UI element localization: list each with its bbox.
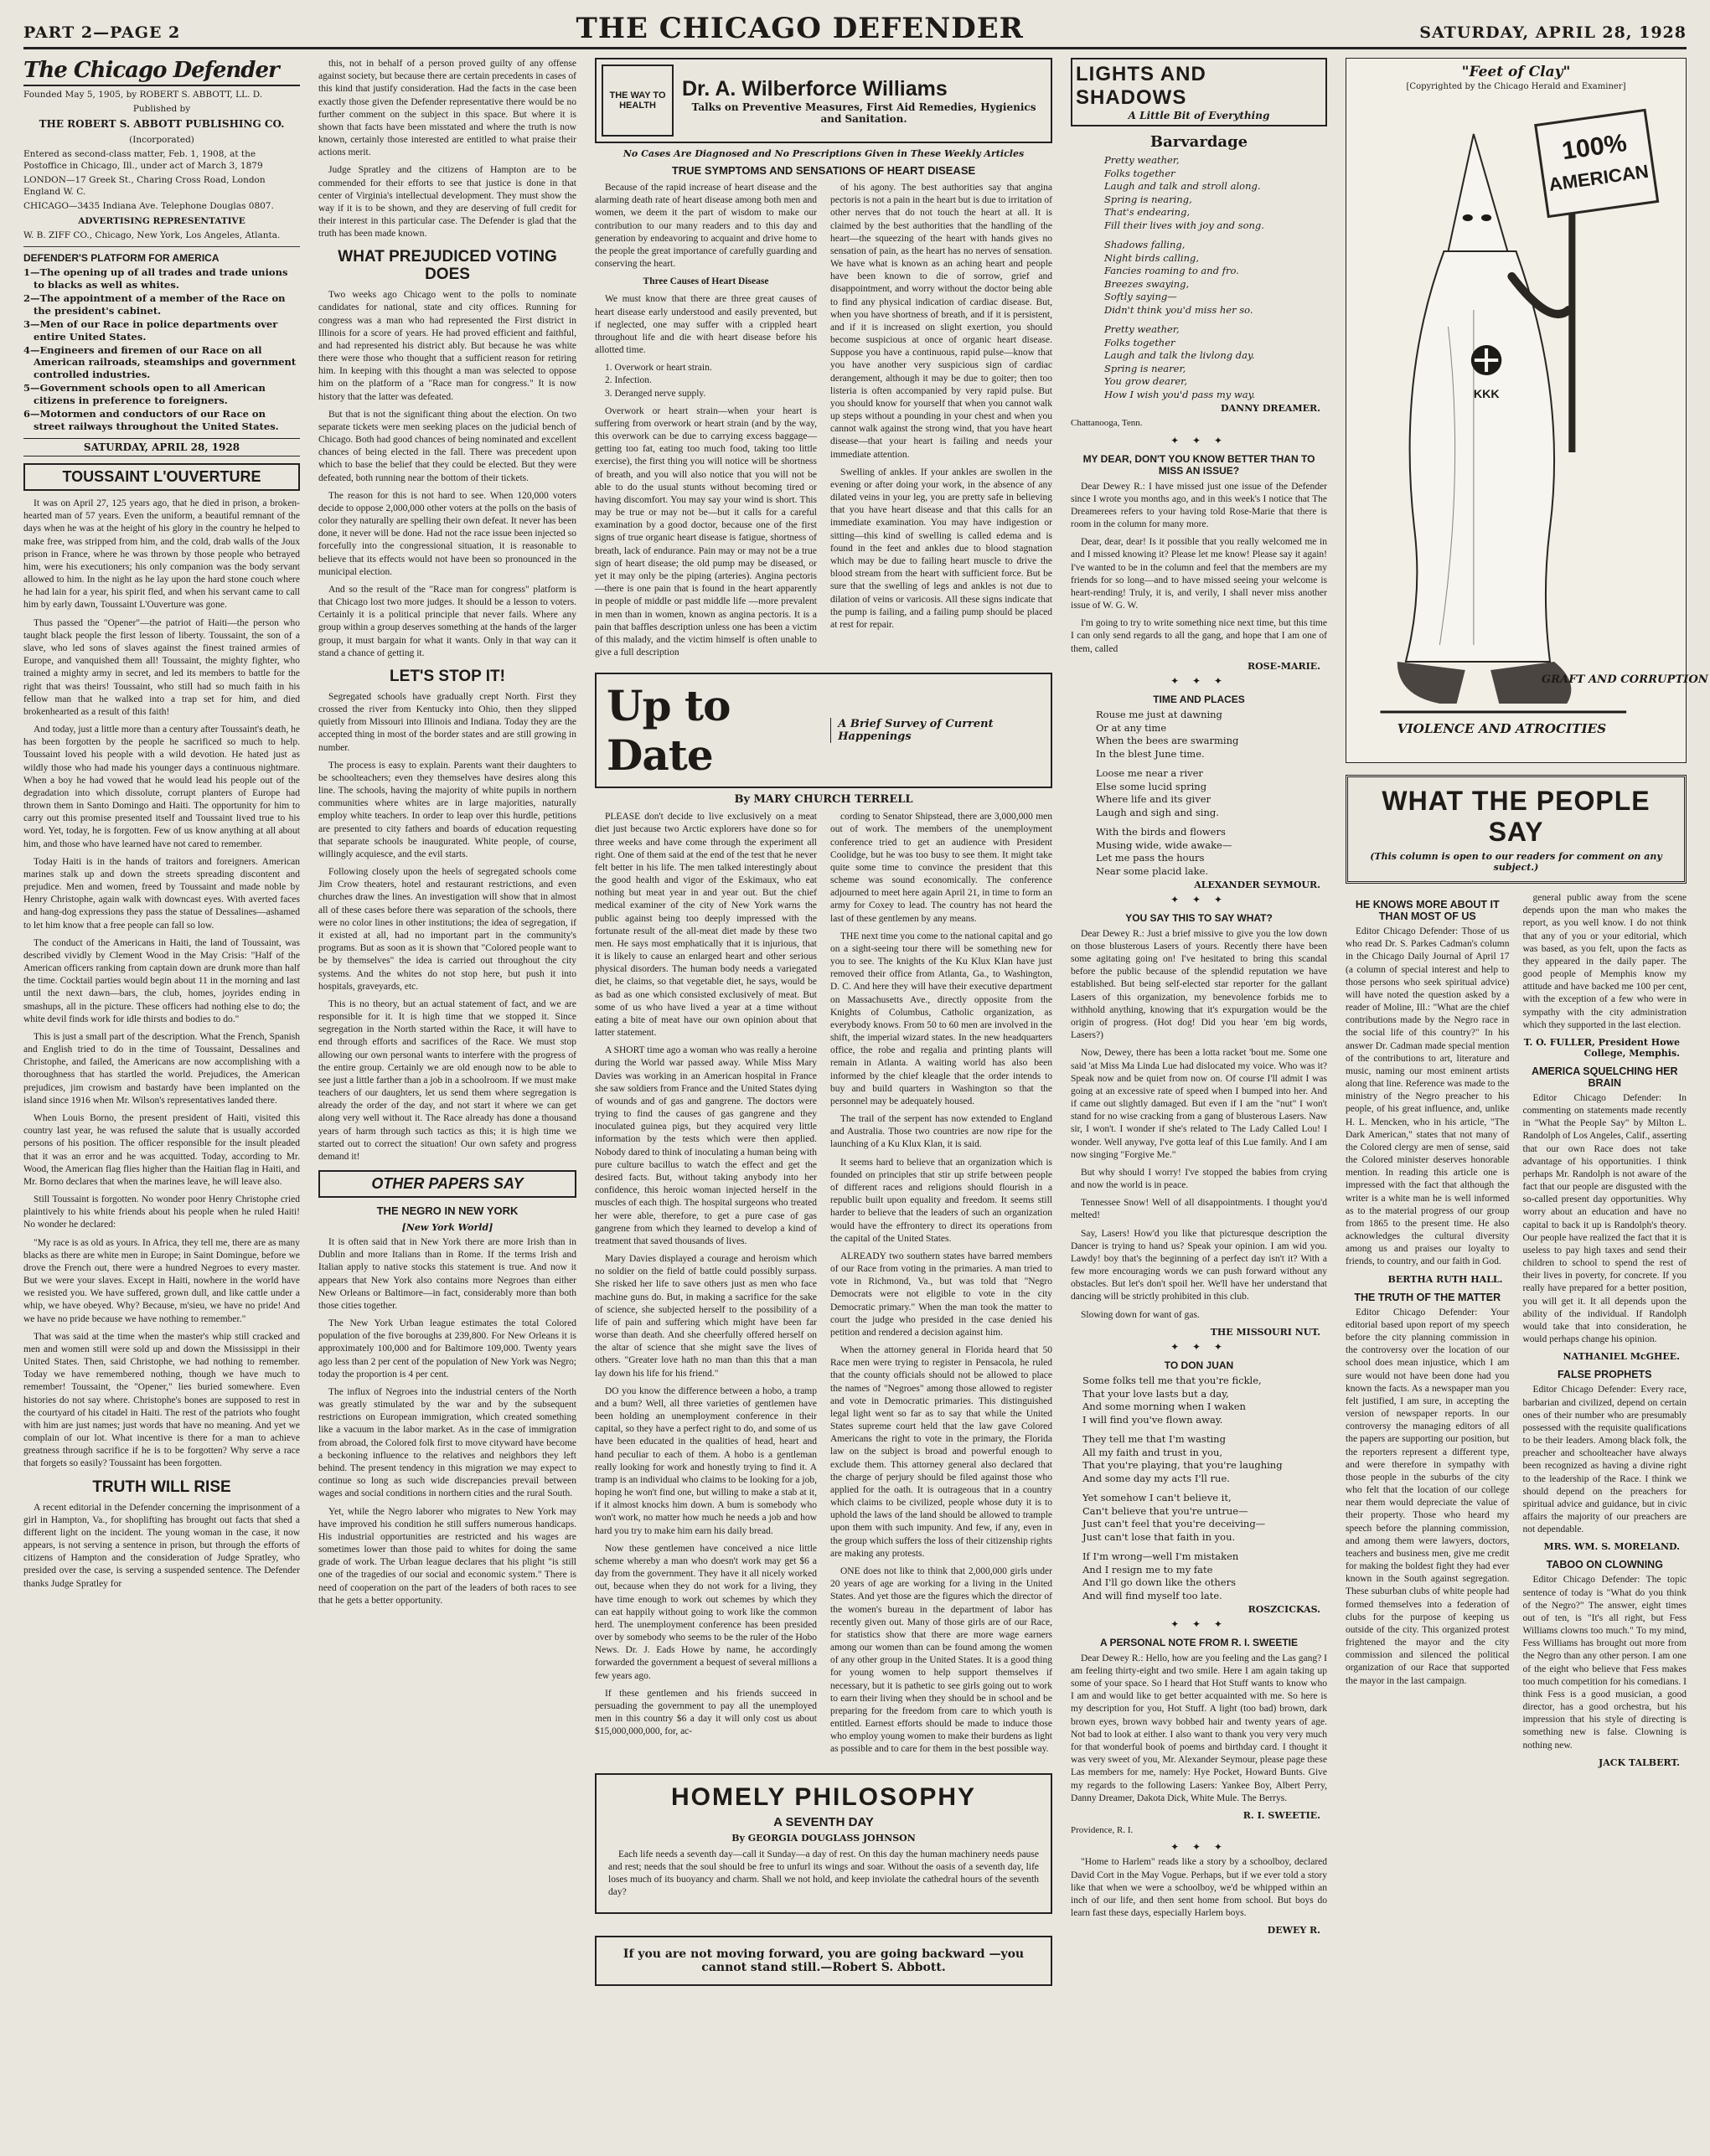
- don-juan-title: TO DON JUAN: [1164, 1359, 1234, 1371]
- masthead: [23, 58, 300, 456]
- letter-paragraph: Dear Dewey R.: I have missed just one issue of the Defender since I wrote you months ago, and in this week's I notice that The Dreamerees refers to your having told Rose-Marie that there is room in the column for many more.: [1071, 481, 1327, 530]
- newspaper-name: THE CHICAGO DEFENDER: [576, 12, 1024, 45]
- poem-line: When the bees are swarming: [1096, 735, 1239, 747]
- personal-note-title: A PERSONAL NOTE FROM R. I. SWEETIE: [1099, 1637, 1298, 1649]
- ad-rep-title: ADVERTISING REPRESENTATIVE: [78, 215, 245, 226]
- poem-line: And some morning when I waken: [1082, 1400, 1246, 1413]
- poem-line: And will find myself too late.: [1082, 1589, 1222, 1602]
- letter-paragraph: Slowing down for want of gas.: [1081, 1309, 1200, 1320]
- letter-title: TABOO ON CLOWNING: [1546, 1559, 1663, 1571]
- article-paragraph: Today Haiti is in the hands of traitors and foreigners. American marines stalk up and down the streets spreading discontent and prejudice. Men and women, freed by Toussaint and made noble by Henry Christophe, again walk with downcast eyes. With averted faces and hang-dog expressions they pass the statue of Dessalines—ashamed to let him know that a free people can fall so low.: [23, 856, 300, 931]
- section-divider: ✦ ✦ ✦: [1170, 1340, 1227, 1353]
- article-paragraph: ONE does not like to think that 2,000,000 girls under 20 years of age are working for a living in the United States. And yet those are the figures which the director of the women's bureau in the department of labor has recently given out. Many of those girls are of our Race, for statistics show that there are more wage earners among our women than can be found among the women of any other group in the United States. It is a good thing for young women to help support themselves if necessary, but it is pathetic to see girls going out to work to earn their living when they should be in school and be preparing for the freedom from care to which youth is entitled. Earnest efforts should be made to induce those who employ young women to make their burdens as light as possible and to care for them in the best possible way.: [830, 1565, 1052, 1755]
- letter-title: FALSE PROPHETS: [1557, 1369, 1652, 1381]
- say-this-signature: THE MISSOURI NUT.: [1210, 1326, 1320, 1338]
- article-paragraph: The New York Urban league estimates the total Colored population of the five boroughs at 239,800. For New Orleans it is approximately 100,000 and for Baltimore 109,000. Twenty years ago less than 2 per cent of the population of New York was Negro; today the proportion is 4 per cent.: [318, 1318, 576, 1380]
- section-divider: ✦ ✦ ✦: [1170, 894, 1227, 906]
- section-divider: ✦ ✦ ✦: [1170, 434, 1227, 446]
- poem-line: And I resign me to my fate: [1082, 1563, 1213, 1576]
- article-paragraph: It was on April 27, 125 years ago, that he died in prison, a broken-hearted man of 57 years. Even the uniform, a beautiful remnant of the days when he was at the height of his glory in the country he helped to make free, was stripped from him, and the cold, drab walls of the Joux prison in France, where he was thrown by those people who betrayed him, were his executioners; his only companion was the body servant allowed to him. In the night as he lay upon the hard stone couch where he had lain for a year, his spirit fled, and when his servant came to call him by early dawn, Toussaint L'Ouverture was gone.: [23, 498, 300, 611]
- up-to-date-title: Up to Date: [607, 681, 731, 781]
- article-paragraph: And so the result of the "Race man for congress" platform is that Chicago lost two more judges. It should be a lesson to voters. Certainly it is a political principle that never fails. Where any group within a group deserves something at the hands of the larger group, it must bargain for what it wants. Only in that way can it stand a chance of getting it.: [318, 584, 576, 658]
- health-notice: No Cases Are Diagnosed and No Prescriptions Given in These Weekly Articles: [623, 148, 1025, 159]
- poem-line: Folks together: [1104, 167, 1175, 179]
- section-divider: ✦ ✦ ✦: [1170, 1841, 1227, 1854]
- cartoon-title: "Feet of Clay": [1461, 64, 1571, 80]
- barvardage-signature: DANNY DREAMER.: [1221, 403, 1320, 415]
- harlem-paragraph: "Home to Harlem" reads like a story by a schoolboy, declared David Cort in the May Vogue. Perhaps, but if we ever told a story like that when we were a schoolboy, we'd be whipped within an inch of our life, and then sent home from school. But boys do learn fast these days, especially Harlem boys.: [1071, 1857, 1327, 1919]
- poem-line: All my faith and trust in you,: [1082, 1446, 1223, 1458]
- article-paragraph: Thus passed the "Opener"—the patriot of Haiti—the person who taught black people the first lesson of liberty. Toussaint, the son of a slave, who led sons of slaves against the finest trained armies of Europe, and vanquished them all! Toussaint, the mighty fighter, who trained a mighty army in secret, and led its members to battle for the right that was theirs! Toussaint, who still had so much faith in his fellow man that he walked into a trap set for him, and died brokenhearted as a result of this faith!: [23, 617, 300, 717]
- poem-line: Laugh and talk and stroll along.: [1104, 180, 1261, 193]
- article-paragraph: That was said at the time when the master's whip still cracked and men and women still were sold up and down the Mississippi in their United States. Then, said Christophe, we had nothing to remember. Today we have remembered nothing, though we have much to remember! Toussaint, the "Opener," lies buried somewhere. Even histories do not say where. Christophe's bones are supposed to rest in the courtyard of his citadel in Haiti. The rest of the patriots who fought with him are just names; just words that have no meaning. And yet we complain of our lot. What incentive is there for a man to achieve greatness through sacrifice if he is to be forgotten? Why serve a race that forgets so easily? Toussaint has been forgotten.: [23, 1331, 300, 1469]
- health-column-banner: [595, 58, 1052, 143]
- personal-note-location: Providence, R. I.: [1071, 1824, 1134, 1835]
- letter-signature: BERTHA RUTH HALL.: [1387, 1273, 1503, 1285]
- health-author: Dr. A. Wilberforce Williams: [682, 76, 948, 101]
- poem-line: I will find you've flown away.: [1082, 1413, 1223, 1426]
- poem-line: Near some placid lake.: [1096, 864, 1209, 877]
- column-2: [318, 58, 576, 2127]
- article-paragraph: Judge Spratley and the citizens of Hampton are to be commended for their efforts to see that justice is done in that center of Virginia's intellectual development. They must show the way if it is to be shown, and they are deserving of full credit for their interest in this particular case. The Defender is glad that the truth has been made known.: [318, 165, 576, 240]
- poem-line: That your love lasts but a day,: [1082, 1387, 1229, 1400]
- article-subhead: Three Causes of Heart Disease: [643, 276, 769, 287]
- platform-item: 4—Engineers and firemen of our Race on all American railroads, steamships and government controlled industries.: [23, 343, 297, 381]
- up-to-date-byline: By MARY CHURCH TERRELL: [734, 793, 913, 807]
- homely-philosophy-box: [595, 1773, 1052, 1915]
- article-paragraph: of his agony. The best authorities say that angina pectoris is not a pain in the heart but is due to irritation of other nerves that do not touch the heart at all. It is claimed by the best authorities that the handling of the heart—the squeezing of the heart with hands gives no sensation of pain, as the heart has no nerves of sensation. We have what is known as an aching heart and people have been known to die of sorrow, grief and disappointment, and worry without the doctor being able to find any physical indication of cardiac disease. But, when you have shortness of breath, and if it is persistent, and if it is increased on slight exertion, you should become suspicious at once of organic heart disease. Suppose you have a continuous, rapid pulse—know that you have another very suspicious sign of cardiac derangement, although it may be due to goiter; then too listeria is often accompanied by very rapid pulse. But you should know for yourself that when you cannot walk up steps without a pounding in your chest and when you cannot walk against the strong wind, that you have heart disease—that your heart is failing and needs your immediate attention.: [830, 183, 1052, 460]
- article-paragraph: When the attorney general in Florida heard that 50 Race men were trying to register in Pensacola, he ruled that the county officials should not be allowed to place the names of "Negroes" among those allowed to register and vote in Democratic primaries. This distinguished legal light went so far as to say that while the United States supreme court held that the law gave Colored Americans the right to vote in the primary, the Florida law on the subject is broad and powerful enough to exclude them. This attorney general also declared that the charge of perjury should be filed against those who applied for the oath. It is outrageous that in a country which claims to be civilized, people whose duty it is to uphold the laws of the land should be allowed to trample upon them with such impunity. And few, if any, even in the group which suffers the loss of their citizenship rights are making any protests.: [830, 1345, 1052, 1559]
- article-paragraph: cording to Senator Shipstead, there are 3,000,000 men out of work. The members of the unemployment conference tried to get an audience with President Coolidge, but he was too busy to see them. It might take quite some time to convince the president that this scheme was sound economically. The conference adjourned to meet here again April 21, in time to form an army for Coxey to lead. The country has not heard the last of these gentlemen by any means.: [830, 812, 1052, 924]
- masthead-published-by: Published by: [132, 104, 191, 115]
- issue-date: SATURDAY, APRIL 28, 1928: [1419, 23, 1687, 42]
- time-places-title: TIME AND PLACES: [1153, 693, 1245, 705]
- negro-ny-source: [New York World]: [401, 1222, 493, 1234]
- don-juan-poem: [1082, 1375, 1327, 1602]
- health-article: [595, 182, 1052, 664]
- article-paragraph: Still Toussaint is forgotten. No wonder poor Henry Christophe cried plaintively to his white friends about his people when he ruled Haiti! No wonder he declared:: [23, 1194, 300, 1230]
- poem-line: Let me pass the hours: [1096, 852, 1205, 864]
- platform-item: 1—The opening up of all trades and trade unions to blacks as well as whites.: [23, 266, 288, 291]
- miss-issue-signature: ROSE-MARIE.: [1247, 660, 1320, 672]
- poem-line: Breezes swaying,: [1104, 277, 1190, 290]
- article-paragraph: It is often said that in New York there are more Irish than in Dublin and more Italians than in Rome. If the terms Irish and Italian apply to native stocks this statement is true. And now it appears that New York also contains more Negroes than either New Orleans or Baltimore—in fact, considerably more than both those cities together.: [318, 1237, 576, 1311]
- letter-paragraph: But why should I worry! I've stopped the babies from crying and now the world is in peace.: [1071, 1167, 1327, 1191]
- poem-line: Softly saying—: [1104, 291, 1177, 303]
- column-4: [1071, 58, 1327, 2127]
- poem-line: Loose me near a river: [1096, 767, 1203, 780]
- hood: [1449, 134, 1508, 251]
- article-list-item: 3. Deranged nerve supply.: [605, 388, 706, 399]
- article-paragraph: When Louis Borno, the present president of Haiti, visited this country last year, he was refused the salute that is usually accorded persons of his position. The officer responsible for the insult pleaded that it was an error and he was acquitted. Today, according to Mr. Wood, the American flag flies higher than the Haitian flag in Haiti, and Mr. Borno declares that when the marines leave, he will leave also.: [23, 1113, 300, 1187]
- letter-paragraph: Dear Dewey R.: Hello, how are you feeling and the Las gang? I am feeling thirty-eight and two smile. Here I am again taking up some of your space. So I heard that Hot Stuff wants to know who I am and would like to get better acquainted with me. So here is my description for you, Hot Stuff. A light (too bad) brown, dark brown eyes, brown wavy bobbed hair and twenty years of age. Not bad to look at either. I also want to thank you very very much for that wonderful book of poems and birthday card. I thought it was very sweet of you, Mr. Alexander Seymour, please page these Las members for me, namely: Hye Pocket, Howard Bunts. Give my regards to the following Lasers: Yankee Boy, Albert Perry, Danny Dreamer, Dakota Dick, White Mule. The Berrys.: [1071, 1653, 1327, 1803]
- masthead-london: LONDON—17 Greek St., Charing Cross Road, London England W. C.: [23, 175, 266, 198]
- homely-philosophy-byline: By GEORGIA DOUGLASS JOHNSON: [731, 1832, 916, 1844]
- letter-paragraph: Editor Chicago Defender: The topic sentence of today is "What do you think of the Negro?" The answer, eight times out of ten, is "It's all right, but Fess Williams clowns too much." To my mind, Fess Williams has brought out more from the Negro than any other person. I am one of the eight who believe that Fess makes too much competition for his comedians. I think Fess is a good musician, a good director, has a good orchestra, but his impression that his style of directing is something new is false. Clowning is nothing new.: [1522, 1575, 1687, 1751]
- robe-kkk: KKK: [1473, 387, 1500, 400]
- poem-line: Some folks tell me that you're fickle,: [1082, 1375, 1262, 1387]
- sign-text-100: 100%: [1560, 129, 1629, 166]
- up-to-date-banner: [595, 673, 1052, 788]
- barvardage-title: Barvardage: [1149, 133, 1248, 151]
- letter-signature: T. O. FULLER, President Howe College, Memphis.: [1523, 1036, 1680, 1059]
- poem-line: Pretty weather,: [1104, 323, 1180, 336]
- letter-title: THE TRUTH OF THE MATTER: [1354, 1291, 1501, 1303]
- editorial-dateline: SATURDAY, APRIL 28, 1928: [23, 438, 300, 456]
- homely-philosophy-subtitle: A SEVENTH DAY: [773, 1814, 874, 1829]
- poem-line: Yet somehow I can't believe it,: [1082, 1492, 1232, 1504]
- article-paragraph: Segregated schools have gradually crept North. First they crossed the river from Kentucky into Ohio, then they slipped quietly from Missouri into Illinois and Indiana. Today they are the accepted thing in most of the border states and are still growing in number.: [318, 691, 576, 753]
- letter-paragraph: Now, Dewey, there has been a lotta racket 'bout me. Some one said 'at Miss Ma Linda Lue had dislocated my voice. Who was it? Speak now and be quiet from now on. Of course I'll admit I was going at an excessive rate of speed when I bumped into her. And if came out slightly damaged. But even if I am the "nut" I won't stand for no wise cracking from a gang of blusterous Lasers. Naw sir, I won't. I wonder if she's related to The Lady Called Lou! I wonder. Well anyway, I've gotta leaf of this Lue family. And I am now singing "Forgive Me.": [1071, 1048, 1327, 1160]
- poem-line: Laugh and talk the livlong day.: [1104, 349, 1255, 362]
- article-paragraph: Swelling of ankles. If your ankles are swollen in the evening or after doing your work, in the absence of any dilated veins in your leg, you are pretty safe in believing that you have heart disease and that this calls for an immediate examination. You may have indigestion or sitting—this kind of swelling is called edema and is found in the feet and ankles due to blood stagnation which may be due to failing heart muscle to drive the blood stream from the heart with sufficient force. But be sure that the swelling of legs and ankles is not due to dilation of veins or varicosis. All these signs indicate that the pump is failing, and a failing pump should be placed at rest for repair.: [830, 467, 1052, 630]
- poem-line: Spring is nearer,: [1104, 362, 1186, 374]
- say-this-title: YOU SAY THIS TO SAY WHAT?: [1125, 912, 1273, 925]
- letters-section: [1346, 892, 1687, 1772]
- article-paragraph: THE next time you come to the national capital and go on a sight-seeing tour there will be something new for you to see. The knights of the Ku Klux Klan have just removed their office from Atlanta, Ga., to Washington, D. C. And here they will have their executive department on Massachusetts Ave., directly opposite from the Knights of Columbus, Catholic organization, as everybody knows. From 50 to 60 men are involved in the shift, the imperial wizard states. In the new headquarters office, the robe and regalia and printing plants will remain in Atlanta. A waiting world has also been informed by the chief kleagle that the order intends to buy and build quarters in Washington so that the personnel may be adequately housed.: [830, 931, 1052, 1106]
- article-paragraph: "My race is as old as yours. In Africa, they tell me, there are as many blacks as there are white men in Europe; in Saint Domingue, before we drove the French out, there were a hundred Negroes to every master. But we were your slaves. Except in Haiti, nowhere in the world have we resisted you. We have suffered, grown dull, and like cattle under a whip, we have obeyed. Why? Because, m'sieu, we have no pride! And we have no pride because we have nothing to remember.": [23, 1237, 300, 1324]
- poem-line: Can't believe that you're untrue—: [1082, 1504, 1248, 1517]
- article-paragraph: It seems hard to believe that an organization which is founded on principles that stir up strife between people of different races and religions should flourish in a republic built upon equality and freedom. It seems still harder to believe that the leaders of such an organization would have the effrontery to direct its operations from the capital of the United States.: [830, 1157, 1052, 1244]
- poem-line: With the birds and flowers: [1096, 826, 1226, 838]
- negro-ny-title: THE NEGRO IN NEW YORK: [376, 1204, 519, 1218]
- poem-line: Didn't think you'd miss her so.: [1104, 303, 1253, 316]
- page-number: PART 2—PAGE 2: [23, 23, 181, 42]
- toussaint-article: [23, 498, 300, 1471]
- poem-line: Fancies roaming to and fro.: [1104, 265, 1239, 277]
- people-say-banner: [1346, 775, 1687, 884]
- cartoon-credit: [Copyrighted by the Chicago Herald and Examiner]: [1406, 82, 1626, 91]
- poem-line: Where life and its giver: [1096, 793, 1211, 806]
- platform-list: [23, 266, 300, 433]
- article-paragraph: PLEASE don't decide to live exclusively on a meat diet just because two Arctic explorers have done so for three weeks and have come through the experiment all right. One of them said at the end of the test that he never felt better in his life. The men talked interestingly about the good health and vigor of the Eskimaux, who eat nothing but meat year in and year out. But the chief medical examiner of the city of New York warns the public against being too deeply impressed with the fortunate result of the all-meat diet made by these two men. He says most emphatically that it is injurious, that it is likely to cause an enlarged heart and other serious physical disorders. The human body needs a variegated diet, he claims, so that vegetable diet, he says, would be as bad as one which consisted exclusively of meat. But some of us who have lived a year at a time without eating a bite of meat have our own opinion about that latter statement.: [595, 812, 817, 1039]
- section-divider: ✦ ✦ ✦: [1170, 1618, 1227, 1631]
- truth-headline: TRUTH WILL RISE: [92, 1478, 231, 1496]
- column-3: [595, 58, 1052, 2127]
- poem-line: Else some lucid spring: [1096, 780, 1207, 792]
- letter-paragraph: Dear, dear, dear! Is it possible that you really welcomed me in and I missed knowing it? Please let me know! Please say it again! I've wanted to be in the column and feel that the members are my friends for so long—and to have missed seeing your welcome is heart-rending! Truly, it is, and verily, I shall never miss another issue of W. G. W.: [1071, 537, 1327, 611]
- poem-line: Laugh and sigh and sing.: [1096, 806, 1219, 818]
- up-to-date-article: [595, 811, 1052, 1761]
- article-paragraph: ALREADY two southern states have barred members of our Race from voting in the primaries. A man tried to vote in Richmond, Va., but was told that "Negro Democrats were not eligible to vote in the city Democratic primary." When the man took the matter to court the judge who presided in the case denied his petition and rendered a decision against him.: [830, 1251, 1052, 1338]
- page-header: [23, 12, 1687, 49]
- letter-paragraph: I'm going to try to write something nice next time, but this time I can only send regards to all the gang, and hope that I am one of them, called: [1071, 618, 1327, 654]
- platform-item: 3—Men of our Race in police departments over entire United States.: [23, 317, 278, 343]
- sign-pole: [1568, 184, 1575, 452]
- article-paragraph: If these gentlemen and his friends succeed in persuading the government to pay all the unemployed men in this country $6 a day it will only cost us about $15,000,000,000, for, ac-: [595, 1688, 817, 1737]
- poem-line: Just can't lose that faith in you.: [1082, 1530, 1236, 1543]
- poem-line: Pretty weather,: [1104, 154, 1180, 166]
- stop-headline: LET'S STOP IT!: [390, 668, 505, 685]
- abbott-quote: If you are not moving forward, you are going backward —you cannot stand still.—Robert S. Abbott.: [595, 1936, 1052, 1986]
- poem-line: Musing wide, wide awake—: [1096, 838, 1232, 851]
- health-subhead: TRUE SYMPTOMS AND SENSATIONS OF HEART DISEASE: [671, 164, 976, 177]
- article-paragraph: A recent editorial in the Defender concerning the imprisonment of a girl in Hampton, Va., for shoplifting has brought out facts that shed a different light on the incident. The young woman in the case, it now appears, is not serving a sentence in prison, but through the efforts of citizens of Hampton and the consideration of Judge Spratley, who presided over the case, is serving a suspended sentence. The Defender thanks Judge Spratley for: [23, 1502, 300, 1589]
- masthead-logo: The Chicago Defender: [23, 58, 300, 86]
- lights-shadows-tagline: A Little Bit of Everything: [1128, 110, 1270, 121]
- other-papers-headline: OTHER PAPERS SAY: [318, 1170, 576, 1198]
- article-paragraph: Yet, while the Negro laborer who migrates to New York may have improved his condition he still suffers numerous handicaps. His industrial opportunities are restricted and his wages are sometimes lower than those paid to whites for doing the same grade of work. The Urban league declares that his plight "is still one of the tragedies of our social and economic system." There is need of cooperation on the part of the leaders of both races to see that he gets a better opportunity.: [318, 1506, 576, 1606]
- clay-foot: [1397, 662, 1465, 704]
- article-paragraph: And today, just a little more than a century after Toussaint's death, he has been forgotten by the people he sacrificed so much to help. Toussaint loved his people with a wild devotion. He hated just as wildly those who had made his younger days a continuous nightmare. When a boy he had vowed that he would lead his people out of the degradation into which dissolute, corrupt planters of Europe had thrown them in Santo Domingo and Haiti. The opportunity for him to carry out this promise presented itself and Toussaint lived true to his word. Yet, today, he is forgotten. Few of us know anything at all about him, and those who have learned have not cared to remember.: [23, 725, 300, 849]
- health-tagline: Talks on Preventive Measures, First Aid Remedies, Hygienics and Sanitation.: [691, 101, 1036, 125]
- columns: [23, 58, 1708, 2127]
- barvardage-location: Chattanooga, Tenn.: [1071, 418, 1143, 429]
- letter-paragraph: Say, Lasers! How'd you like that picturesque description the Dancer is trying to hand us? Speak your opinion. I am wid you. Lawdy! boy that's the beginning of a perfect day isn't it? With a few more encouraging words we can push forward without any obstacles. But let's don't spoil her. We'll have her understand that dancing will be strictly prohibited in this club.: [1071, 1228, 1327, 1302]
- miss-issue-title: MY DEAR, DON'T YOU KNOW BETTER THAN TO MISS AN ISSUE?: [1082, 452, 1315, 477]
- poem-line: Shadows falling,: [1104, 239, 1186, 251]
- masthead-company: THE ROBERT S. ABBOTT PUBLISHING CO.: [39, 118, 285, 131]
- homely-philosophy-text: Each life needs a seventh day—call it Sunday—a day of rest. On this day the human machinery needs pause and rest; needs that the soul should be free to unfurl its wings and soar. Without the oasis of a seventh day, life loses much of its buoyancy and charm. Shall we not hold, and keep inviolate the cathedral hours of the seventh day?: [608, 1849, 1039, 1898]
- ad-rep: W. B. ZIFF CO., Chicago, New York, Los Angeles, Atlanta.: [23, 230, 281, 240]
- platform-title: DEFENDER'S PLATFORM FOR AMERICA: [23, 251, 220, 264]
- platform-item: 2—The appointment of a member of the Race on the president's cabinet.: [23, 291, 286, 317]
- letter-paragraph: Editor Chicago Defender: Every race, barbarian and civilized, depend on certain ones of their number who are presumably possessed with the requisite qualifications to be their leaders. Among black folk, the preacher and schoolteacher have always been recognized as having a divine right to the leadership of the Race. I think we should depend on the preachers for spiritual advice and guidance, but in civic affairs the majority of our preachers are not dependable.: [1522, 1385, 1687, 1535]
- poem-line: That you're playing, that you're laughing: [1082, 1459, 1283, 1472]
- article-paragraph: We must know that there are three great causes of heart disease early understood and easily prevented, but if neglected, one may suffer with a crippled heart throughout life and die with heart disease before his allotted time.: [595, 294, 817, 356]
- letter-paragraph: Editor Chicago Defender: Your editorial based upon report of my speech before the city planning commission in the controversy over the location of our school does mean injustice, which I am sure would not have been done had you known the facts. As a newspaper man you felt justified, I am sure, in accepting the version of newspaper reports. In our controversy the managing editors of all the papers are supporting our position, but the reporters represent a different type, and were therefore in sympathy with those people in the suburbs of the city who felt that the location of our college near them would depreciate the value of their property. Those who heard my speech before the planning commission, and among them were lawyers, doctors, teachers and business men, give me credit for making the boldest fight they had ever known in the South against segregation. These suburban clubs of white people had formed themselves into a federation of clubs for the purpose of keeping us outside of the city. This organized protest frightened the mayor and the city commission and silenced the political organization of our Race that supported the mayor in the last campaign.: [1346, 1307, 1510, 1686]
- masthead-chicago: CHICAGO—3435 Indiana Ave. Telephone Douglas 0807.: [23, 201, 274, 212]
- people-say-title: WHAT THE PEOPLE SAY: [1382, 786, 1651, 847]
- article-paragraph: This is no theory, but an actual statement of fact, and we are responsible for it. It is high time that we stopped it. Since segregation in the North started within the Race, it will have to end through efforts and sacrifices of the Race. We must stop allowing our own personal wants to interfere with the progress of the entire group. Certainly we are old enough now to be able to see just a little farther than a job in a schoolroom. If we must make teachers of our daughters, let us send them where segregation is already the order of the day, and not start it where we can get along very well without it. The Race already has done a thousand years of harm through such tactics as this; it is high time we started out to correct the situation! Our own safety and progress demand it!: [318, 998, 576, 1162]
- lights-shadows-banner: [1071, 58, 1327, 126]
- article-paragraph: Mary Davies displayed a courage and heroism which no soldier on the field of battle could possibly surpass. She risked her life to save others just as men who face machine guns do. But, in making a sacrifice for the sake of science, she subjected herself to the possibility of a life of pain and suffering which might have been far worse than death. And she cheerfully offered herself on the altar of science that she might save the lives of others. "Greater love hath no man than this that a man lay down his life for his friend.": [595, 1254, 817, 1379]
- hood-eye: [1463, 214, 1473, 221]
- don-juan-signature: ROSZCICKAS.: [1248, 1604, 1320, 1616]
- hood-eye: [1481, 214, 1491, 221]
- letter-paragraph: Editor Chicago Defender: Those of us who read Dr. S. Parkes Cadman's column in the Chicago Daily Journal of April 17 (a column of special interest and help to those persons who seek spiritual advice) will have noted the question asked by a reader of Moline, Ill.: "What are the chief contributions made by the Negro race in the social life of this country?" In his answer Dr. Cadman made special mention of the contributions to art, literature and music, naming our most eminent artists along that line. Reference was made to the ministry of the Negro preacher to his people, of his great influence, and, unlike H. L. Mencken, who in his article, "The Dark American," states that not many of the Colored clergy are men of sense, said the Colored minister deserves honorable mention. In reading this article one is impressed with the fact that although the writer is a white man he is well informed as to the material progress of our group from 1865 to the present time. He also acknowledges the cultural diversity among us and praises our loyalty to friends, to country, and our faith in God.: [1346, 926, 1510, 1267]
- article-paragraph: this, not in behalf of a person proved guilty of any offense against society, but because there are certain precedents in cases of this kind that justify consideration. Had the facts in the case been exactly those given the Defender representative there would be no further comment on the subject in this space. But where it is shown that facts have been misstated and where the truth is now known, certainly those interested are entitled to what praise their actions merit.: [318, 59, 576, 158]
- feet-of-clay-cartoon: [1346, 58, 1708, 763]
- time-places-signature: ALEXANDER SEYMOUR.: [1194, 879, 1320, 891]
- article-paragraph: Overwork or heart strain—when your heart is suffering from overwork or heart strain (and by the way, this overwork can be due to carrying excess baggage—getting too fat, eating too much food, taking too little exercise), the first thing you will notice will be shortness of breath, and you will also notice that you will not be able to do the usual stunts without becoming tired or having discomfort. You may say your wind is short. This may be true or may not be—but it calls for a careful examination by a good doctor, because one of the first signs of true organic heart disease is fatigue, shortness of breath, lack of endurance. Pain may or may not be a true sign of heart disease; the old pump may be diseased, or yet it may only be the piping (arteries). Angina pectoris—there is one pain that is found in the heart apparently in people of middle or past middle life —more prevalent in men than in women, known as angina pectoris. It is a pain that baffles description unless one has been a victim of this malady, and the victim himself is often unable to give a full description: [595, 405, 817, 658]
- article-paragraph: DO you know the difference between a hobo, a tramp and a bum? Well, all three varieties of gentlemen have been holding an unemployment conference in their capital, so they have a perfect right to do, and some of us have been educated in the qualities of head, heart and hand peculiar to each of them. A hobo is a gentleman really looking for work and honestly trying to find it. A tramp is an individual who claims to be looking for a job, hoping he won't find one, but willing to make a stab at it, if it almost knocks him down. A bum is somebody who won't work, no matter how much he needs a job and how hard you try to make him earn his daily bread.: [595, 1385, 817, 1536]
- poem-line: Fill their lives with joy and song.: [1104, 219, 1264, 231]
- poem-line: Spring is nearing,: [1104, 193, 1192, 205]
- foot-label-violence: VIOLENCE AND ATROCITIES: [1397, 721, 1607, 736]
- article-paragraph: Now these gentlemen have conceived a nice little scheme whereby a man who doesn't work may get $6 a day from the government. They have it all nicely worked out, because when they do not work for a living, they have time enough to work out schemes by which they can eat happily without going to work like the common herd. The unemployment conference has been presided over by somebody who seems to be the ruler of the Hobo News. Dr. J. Eads Howe by name, he accordingly forwarded the government a bequest of several millions a few years ago.: [595, 1543, 817, 1681]
- people-say-subtitle: (This column is open to our readers for comment on any subject.): [1370, 851, 1662, 873]
- letter-signature: NATHANIEL McGHEE.: [1563, 1351, 1680, 1363]
- letter-signature: JACK TALBERT.: [1599, 1756, 1680, 1768]
- article-list-item: 1. Overwork or heart strain.: [605, 363, 712, 374]
- article-paragraph: Two weeks ago Chicago went to the polls to nominate candidates for national, state and city offices. Running for congress was a man who had represented the First district in Illinois for a score of years. He had proved efficient and faithful, and had represented his district ably. But because he was white there were those who thought that a sufficient reason for retiring him. In keeping with this thought a man was selected to oppose him on the platform of a "Race man for congress." It is now history that the latter was defeated.: [318, 290, 576, 402]
- letter-paragraph: general public away from the scene depends upon the man who makes the report, as you well know. I do not think that any of you or your editorial, which was based, as you felt, upon the facts as they appeared in the daily paper. The good people of Memphis know my attitude and have backed me 100 per cent, with the exception of a few who were in sympathy with the city administration which they supported in the last election.: [1522, 893, 1687, 1030]
- letter-paragraph: Dear Dewey R.: Just a brief missive to give you the low down on those blusterous Lasers of yours. Recently there have been some agitating going on! I've hesitated to bring this scandal before the public because of the splendid reputation we have established. But being self-elected star reporter for the gallant Lasers of this organization, my benevolence forbids me to withhold anything, knowing that it's expurgation would be the origin of progress. (Hot dog! Did you hear 'em big words, Lasers?): [1071, 928, 1327, 1041]
- masthead-founded: Founded May 5, 1905, by ROBERT S. ABBOTT, LL. D.: [23, 90, 263, 100]
- column-5: [1346, 58, 1708, 2127]
- platform-item: 6—Motormen and conductors of our Race on street railways throughout the United States.: [23, 408, 279, 433]
- poem-line: In the blest June time.: [1096, 747, 1205, 760]
- letter-title: HE KNOWS MORE ABOUT IT THAN MOST OF US: [1355, 899, 1500, 922]
- personal-note-signature: R. I. SWEETIE.: [1242, 1809, 1320, 1821]
- lights-shadows-logo: LIGHTS AND SHADOWS: [1076, 63, 1206, 109]
- masthead-incorporated: (Incorporated): [129, 134, 194, 145]
- letter-title: AMERICA SQUELCHING HER BRAIN: [1531, 1065, 1678, 1089]
- poem-line: And some day my acts I'll rue.: [1082, 1472, 1230, 1484]
- barvardage-poem: [1104, 154, 1327, 401]
- platform-item: 5—Government schools open to all American citizens in preference to foreigners.: [23, 382, 266, 407]
- article-paragraph: But that is not the significant thing about the election. On two separate tickets were men seeking places on the judicial bench of Chicago. Both had good chances of being nominated and excellent chances of being elected in the fall. There was precedent upon which to base the belief that they could be elected. But they were defeated, both running near the bottom of their tickets.: [318, 409, 576, 483]
- time-places-poem: [1096, 709, 1327, 878]
- toussaint-headline: TOUSSAINT L'OUVERTURE: [23, 463, 300, 491]
- poem-line: Night birds calling,: [1104, 251, 1199, 264]
- harlem-signature: DEWEY R.: [1267, 1925, 1320, 1937]
- poem-line: If I'm wrong—well I'm mistaken: [1082, 1550, 1239, 1563]
- poem-line: You grow dearer,: [1104, 375, 1188, 388]
- article-paragraph: The trail of the serpent has now extended to England and Australia. Those two countries are now ripe for the launching of a Ku Klux Klan, it is said.: [830, 1114, 1052, 1150]
- poem-line: They tell me that I'm wasting: [1082, 1433, 1226, 1446]
- article-paragraph: Following closely upon the heels of segregated schools come Jim Crow theaters, hotel and restaurant restrictions, and even churches draw the lines. An investigation will show that in almost all of these cases before there was separation of the schools, there were no color lines in other institutions; the idea of segregation, if it existed at all, had no important part in the community's programs. But as soon as it is shown that "Colored people want to be by themselves" the idea is carried out throughout the city systems. And the whites do not stop here, but push it into hospitals, graveyards, etc.: [318, 867, 576, 992]
- klansman-illustration: [1346, 59, 1708, 762]
- poem-line: Just can't feel that you're deceiving—: [1082, 1518, 1266, 1530]
- article-paragraph: The process is easy to explain. Parents want their daughters to be schoolteachers; even they themselves have desires along this line. The schools, having the majority of white pupils in northern communities where whites are in large majorities, naturally employ white teachers. In order to leap over this hurdle, petitions are presented to city fathers and boards of education requesting that separate schools be inaugurated. White people, of course, willingly acquiesce, and the evil starts.: [318, 760, 576, 859]
- sign-text-american: AMERICAN: [1547, 160, 1651, 195]
- poem-line: Rouse me just at dawning: [1096, 709, 1222, 721]
- article-paragraph: A SHORT time ago a woman who was really a heroine during the World war passed away. While Miss Mary Davies was working in an American hospital in France she saw soldiers from France and the United States dying of wounds and of gas and gangrene. The doctors were trying to find the causes of gas gangrene and they inoculated guinea pigs, but they acquired very little information by the tests which were then applied. Nobody dared to think of inoculating a human being with pure culture bacillus to watch the effect and get the desired facts. But, without taking anybody into her confidence, this heroic woman injected herself in the muscles of each thigh. The hospital surgeons who treated her were able, therefore, to get a pure case of gas gangrene from which they learned to develop a kind of treatment that saved thousands of lives.: [595, 1045, 817, 1246]
- section-divider: ✦ ✦ ✦: [1170, 674, 1227, 687]
- poem-line: Or at any time: [1096, 721, 1167, 734]
- article-paragraph: This is just a small part of the description. What the French, Spanish and English tried to do in the time of Toussaint, Dessalines and Christophe, and failed, the Americans are now accomplishing with a thoroughness that has startled the world. Prejudices, the American prejudices, jim crowism and bastardy have been implanted on the island since 1916 when Mr. Wilson's representatives landed there.: [23, 1031, 300, 1106]
- up-to-date-tagline: A Brief Survey of Current Happenings: [830, 718, 1041, 743]
- letter-paragraph: Tennessee Snow! Well of all disappointments. I thought you'd melted!: [1071, 1198, 1327, 1221]
- article-paragraph: The conduct of the Americans in Haiti, the land of Toussaint, was described vividly by Clement Wood in the May Crisis: "Half of the American officers ranking from captain down are drunk more than half the time. Cocktail parties would begin about 11 in the morning and last until the next dawn—bars, the club, homes, joyrides ending in smashups, all in the picture. These officers had nothing else to do; the white devil finds work for idle thirsts and bodies to do.": [23, 937, 300, 1024]
- poem-line: That's endearing,: [1104, 206, 1191, 219]
- article-paragraph: The reason for this is not hard to see. When 120,000 voters decide to oppose 2,000,000 other voters at the polls on the basis of color they naturally are spelling their own defeat. It never has been done, it never will be done. Had not the race issue been injected so forcefully into the congressional situation, it is reasonable to believe that its effects would not have been so pronounced in the municipal election.: [318, 490, 576, 577]
- foot-label-graft: GRAFT AND CORRUPTION: [1541, 673, 1708, 686]
- robe: [1406, 251, 1554, 662]
- poem-line: Folks together: [1104, 336, 1175, 348]
- article-paragraph: Because of the rapid increase of heart disease and the alarming death rate of heart disease among both men and women, we deem it the part of wisdom to make our contribution to our many readers and to this day and generation by endeavoring to acquaint and drive home to the people the great importance of carefully guarding and conserving the heart.: [595, 183, 817, 270]
- article-list-item: 2. Infection.: [605, 375, 652, 386]
- letter-paragraph: Editor Chicago Defender: In commenting on statements made recently in "What the People Say" by Milton L. Randolph of Los Angeles, Calif., asserting that our own Race does not take advantage of his opportunities. I think perhaps Mr. Randolph is not aware of the fact that our people are disgusted with the so-called present day opportunities. Why worry about an education and have no capital to back it up is Randolph's theory. Our people have realized the fact that it is useless to pay high taxes and send their children to school to spend the rest of their lives in poverty, for concrete. If you really have prepared for a better position, you will get it. It all depends upon the ability of the individual. If Randolph would take that into consideration, he would perhaps change his opinion.: [1522, 1092, 1687, 1345]
- column-1: [23, 58, 300, 2127]
- voting-headline: WHAT PREJUDICED VOTING DOES: [338, 248, 557, 284]
- article-paragraph: The influx of Negroes into the industrial centers of the North was greatly stimulated by the war and by the subsequent restrictions on European immigration, which created something like a vacuum in the labor market. As in the case of immigration from abroad, the Colored folk first to move cityward have become a beckoning influence to the relatives and neighbors they left behind. The present tendency in this migration we may expect to continue so long as such wide discrepancies prevail between wages and social conditions in northern cities and the rural South.: [318, 1386, 576, 1499]
- poem-line: How I wish you'd pass my way.: [1104, 388, 1256, 400]
- letter-signature: MRS. WM. S. MORELAND.: [1543, 1541, 1680, 1553]
- masthead-entered: Entered as second-class matter, Feb. 1, 1908, at the Postoffice in Chicago, Ill., under act of March 3, 1879: [23, 148, 263, 171]
- poem-line: And I'll go down like the others: [1082, 1576, 1237, 1589]
- health-badge: THE WAY TO HEALTH: [602, 64, 674, 137]
- homely-philosophy-title: HOMELY PHILOSOPHY: [670, 1782, 977, 1811]
